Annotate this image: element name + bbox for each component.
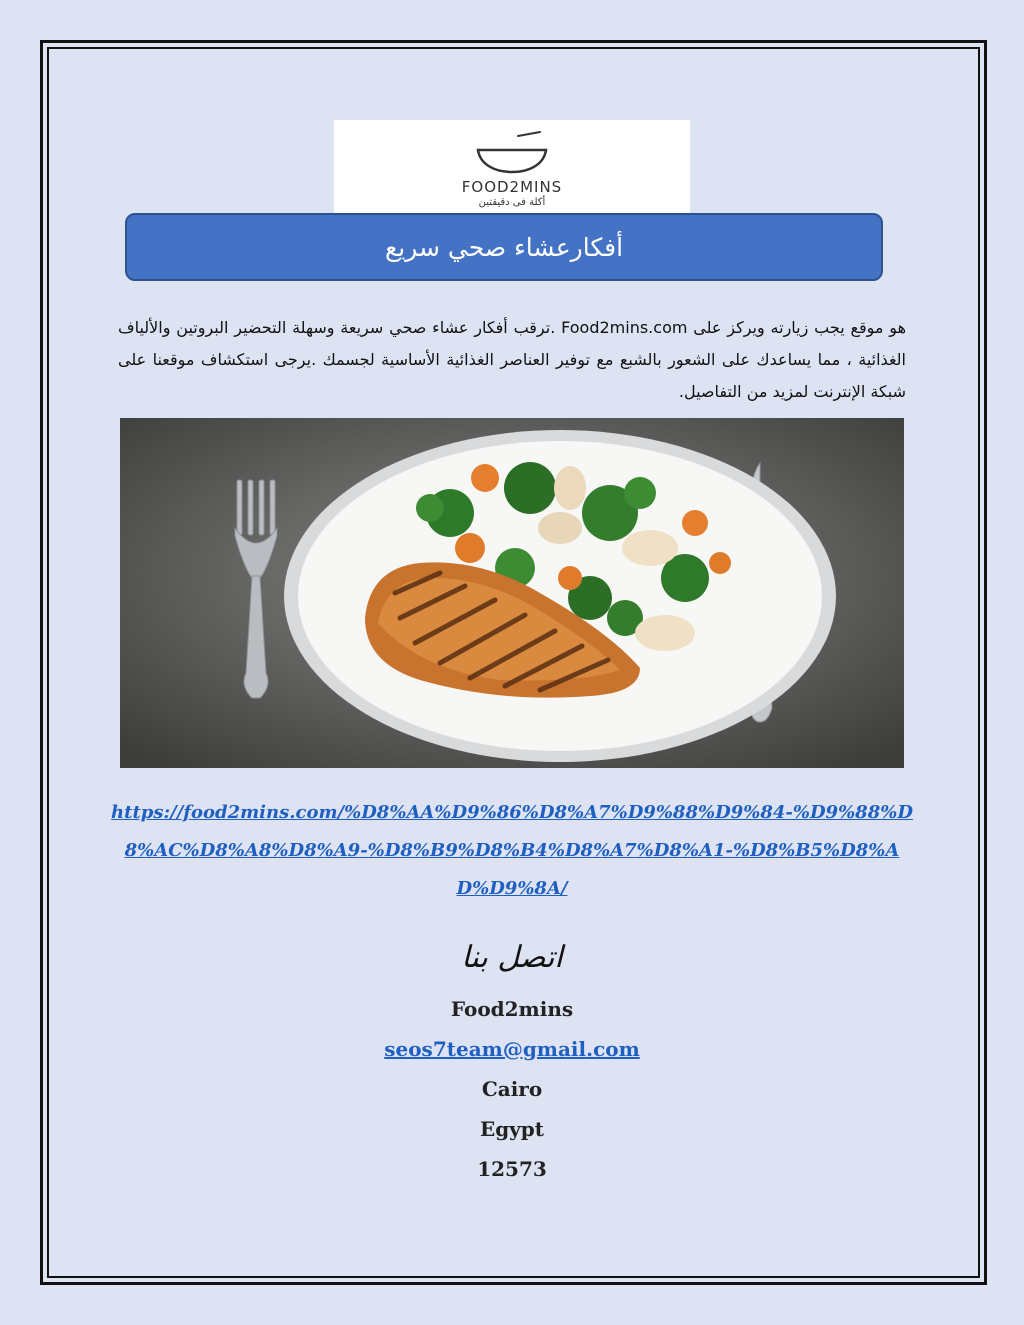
bowl-icon: [472, 130, 552, 176]
contact-city: Cairo: [481, 1077, 543, 1101]
contact-country: Egypt: [479, 1117, 545, 1141]
contact-company: Food2mins: [450, 997, 574, 1021]
page-title: أفكارعشاء صحي سريع: [384, 232, 624, 262]
contact-email-link[interactable]: seos7team@gmail.com: [384, 1037, 640, 1061]
article-link[interactable]: https://food2mins.com/%D8%AA%D9%86%D8%A7%D9%88%D9%84-%D9%88%D8%AC%D8%A8%D8%A9-%D8%B9%D8%B4%D8%A7%D8%A1-%D8%B5%D8%AD%D9%8A/: [111, 802, 913, 899]
grilled-chicken-plate-photo: [120, 418, 904, 768]
contact-heading: اتصل بنا: [461, 940, 563, 975]
contact-postal-code: 12573: [477, 1157, 547, 1181]
food2mins-logo: [334, 120, 690, 215]
logo-tagline: أكلة فى دقيقتين: [478, 197, 546, 208]
intro-paragraph: هو موقع يجب زيارته ويركز على Food2mins.com .ترقب أفكار عشاء صحي سريعة وسهلة التحضير البروتين والألياف الغذائية ، مما يساعدك على الشعور بالشبع مع توفير العناصر الغذائية الأساسية لجسمك .يرجى استكشاف موقعنا على شبكة الإنترنت لمزيد من التفاصيل.: [118, 318, 907, 401]
logo-name: FOOD2MINS: [461, 178, 563, 196]
title-banner: [125, 213, 883, 281]
